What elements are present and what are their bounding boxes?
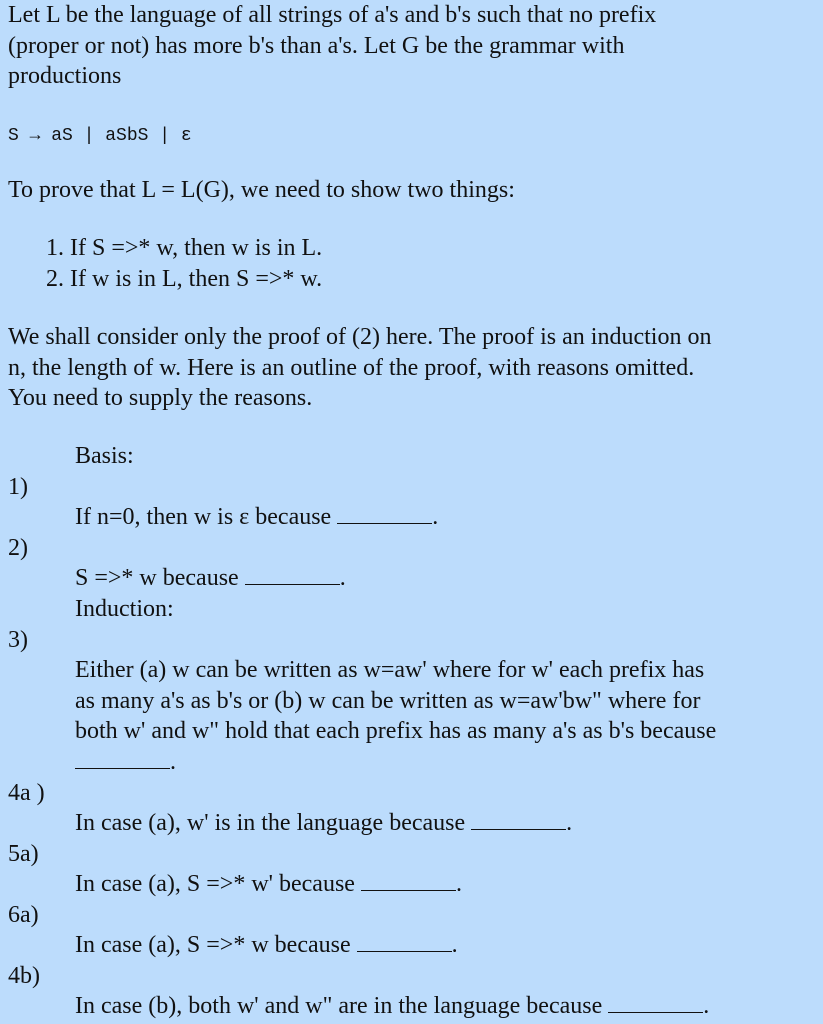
outline-line-3: You need to supply the reasons. bbox=[8, 385, 313, 411]
list-item-text: If S =>* w, then w is in L. bbox=[70, 235, 323, 261]
outline-line-1: We shall consider only the proof of (2) here. The proof is an induction on bbox=[8, 324, 712, 350]
step-3-answer: . bbox=[69, 747, 176, 778]
step-6a-number: 6a) bbox=[8, 902, 39, 928]
list-item-number: 1. bbox=[46, 235, 64, 261]
step-3-number: 3) bbox=[8, 627, 28, 653]
outline-line-2: n, the length of w. Here is an outline of the proof, with reasons omitted. bbox=[8, 355, 695, 381]
step-4a-text: In case (a), w' is in the language because . bbox=[75, 810, 573, 836]
step-5a-text: In case (a), S =>* w' because . bbox=[75, 871, 462, 897]
grammar-productions: S → aS | aSbS | ε bbox=[8, 126, 192, 146]
step-2-number: 2) bbox=[8, 535, 28, 561]
intro-line-1: Let L be the language of all strings of a's and b's such that no prefix bbox=[8, 2, 657, 28]
step-3-line-2: as many a's as b's or (b) w can be written as w=aw'bw" where for bbox=[75, 688, 701, 714]
intro-line-2: (proper or not) has more b's than a's. Let G be the grammar with bbox=[8, 33, 625, 59]
step-4b-text: In case (b), both w' and w" are in the language because . bbox=[75, 993, 710, 1019]
answer-blank bbox=[608, 994, 703, 1013]
list-item-1 bbox=[46, 233, 322, 264]
answer-blank bbox=[357, 933, 452, 952]
step-3-line-3: both w' and w" hold that each prefix has as many a's as b's because bbox=[75, 718, 717, 744]
intro-line-3: productions bbox=[8, 63, 122, 89]
answer-blank bbox=[471, 811, 566, 830]
answer-blank bbox=[245, 566, 340, 585]
list-item-number: 2. bbox=[46, 266, 64, 292]
answer-blank bbox=[75, 750, 170, 769]
step-4a-number: 4a ) bbox=[8, 780, 45, 806]
prove-intro: To prove that L = L(G), we need to show two things: bbox=[8, 177, 515, 203]
step-6a-text: In case (a), S =>* w because . bbox=[75, 932, 458, 958]
list-item-2 bbox=[46, 264, 322, 295]
answer-blank bbox=[361, 872, 456, 891]
step-2-text: S =>* w because . bbox=[75, 565, 346, 591]
basis-label: Basis: bbox=[75, 443, 134, 469]
induction-label: Induction: bbox=[75, 596, 174, 622]
list-item-text: If w is in L, then S =>* w. bbox=[70, 266, 323, 292]
step-4b-number: 4b) bbox=[8, 963, 40, 989]
step-1-number: 1) bbox=[8, 474, 28, 500]
step-1-text: If n=0, then w is ε because . bbox=[75, 504, 439, 530]
answer-blank bbox=[337, 505, 432, 524]
step-5a-number: 5a) bbox=[8, 841, 39, 867]
step-3-line-1: Either (a) w can be written as w=aw' where for w' each prefix has bbox=[75, 657, 705, 683]
